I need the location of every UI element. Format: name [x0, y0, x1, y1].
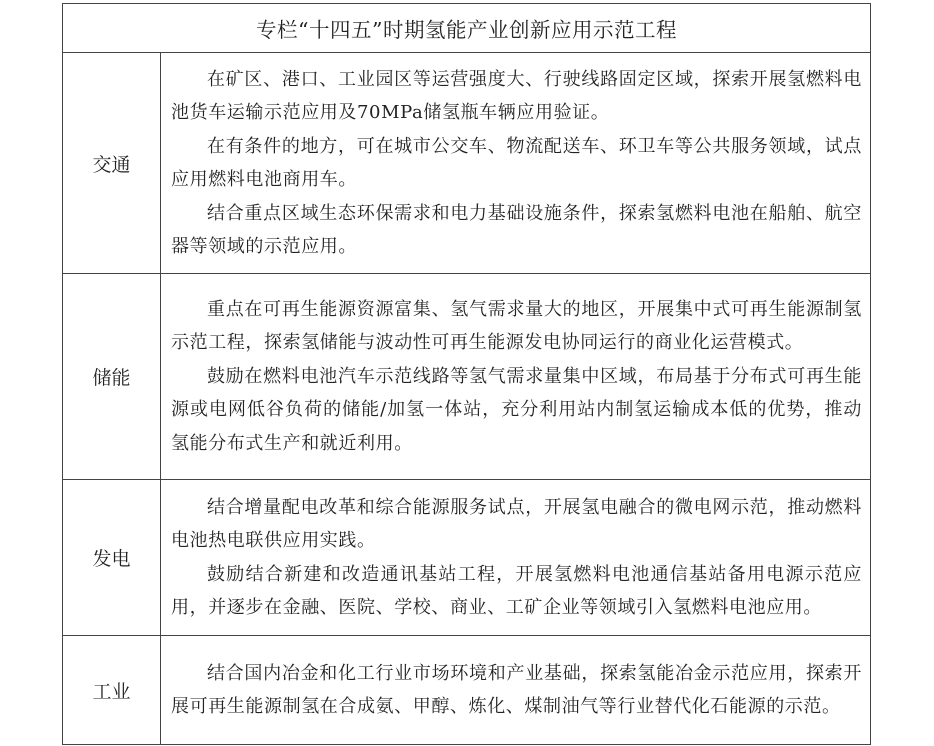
table-title: 专栏“十四五”时期氢能产业创新应用示范工程 [63, 4, 871, 53]
category-transport: 交通 [63, 53, 161, 274]
content-power [161, 480, 871, 636]
paragraph: 在有条件的地方，可在城市公交车、物流配送车、环卫车等公共服务领域，试点应用燃料电池商用车。 [171, 135, 862, 190]
category-power: 发电 [63, 480, 161, 636]
category-storage: 储能 [63, 274, 161, 480]
table-row-industry [63, 636, 871, 745]
table-row-storage [63, 274, 871, 480]
document-page [62, 3, 870, 745]
content-storage [161, 274, 871, 480]
paragraph: 重点在可再生能源资源富集、氢气需求量大的地区，开展集中式可再生能源制氢示范工程，探索氢储能与波动性可再生能源发电协同运行的商业化运营模式。 [171, 298, 862, 354]
table-row-power [63, 480, 871, 636]
table-row-transport [63, 53, 871, 274]
paragraph: 在矿区、港口、工业园区等运营强度大、行驶线路固定区域，探索开展氢燃料电池货车运输示范应用及70MPa储氢瓶车辆应用验证。 [171, 68, 862, 123]
content-industry [161, 636, 871, 745]
title-row [63, 4, 871, 53]
paragraph: 结合重点区域生态环保需求和电力基础设施条件，探索氢燃料电池在船舶、航空器等领域的示范应用。 [171, 202, 862, 257]
paragraph: 结合增量配电改革和综合能源服务试点，开展氢电融合的微电网示范，推动燃料电池热电联供应用实践。 [171, 496, 862, 551]
paragraph: 结合国内冶金和化工行业市场环境和产业基础，探索氢能冶金示范应用，探索开展可再生能源制氢在合成氨、甲醇、炼化、煤制油气等行业替代化石能源的示范。 [171, 662, 862, 717]
content-transport [161, 53, 871, 274]
demonstration-table [62, 3, 871, 745]
paragraph: 鼓励结合新建和改造通讯基站工程，开展氢燃料电池通信基站备用电源示范应用，并逐步在金融、医院、学校、商业、工矿企业等领域引入氢燃料电池应用。 [171, 563, 862, 618]
paragraph: 鼓励在燃料电池汽车示范线路等氢气需求量集中区域，布局基于分布式可再生能源或电网低谷负荷的储能/加氢一体站，充分利用站内制氢运输成本低的优势，推动氢能分布式生产和就近利用。 [171, 365, 862, 454]
category-industry: 工业 [63, 636, 161, 745]
